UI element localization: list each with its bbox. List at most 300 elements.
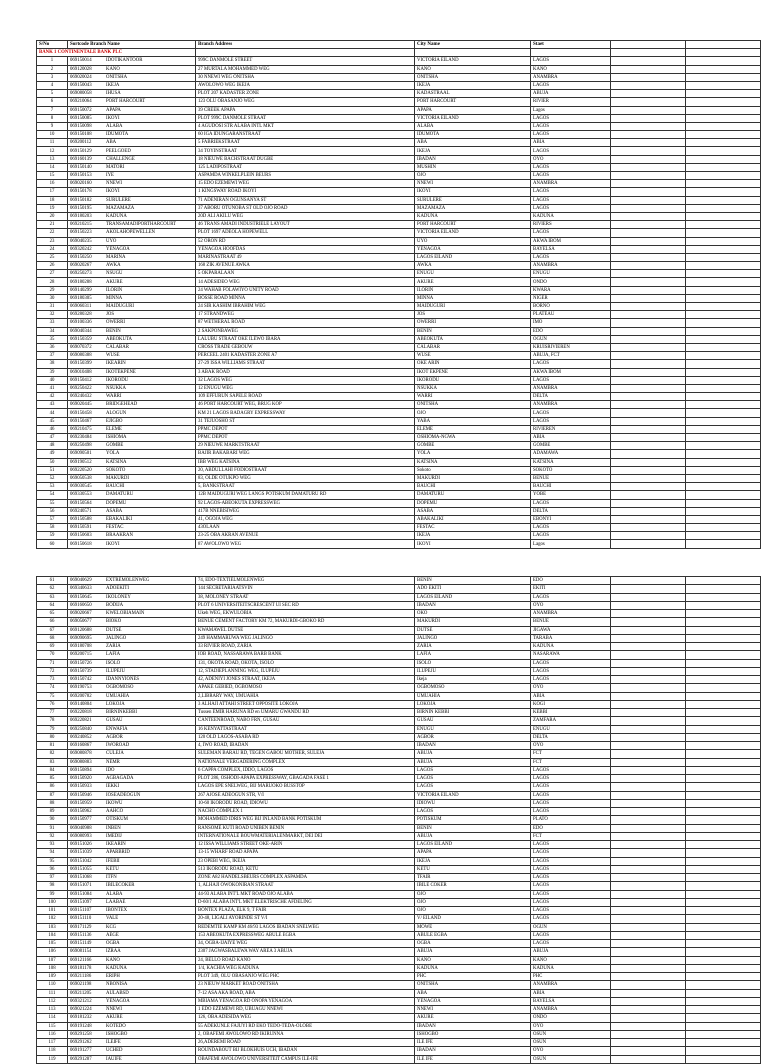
branch-name-text: EXTREMOLENWEG (106, 578, 150, 584)
address-cell: MARINASTRAAT 49 (196, 253, 415, 261)
serial-number-cell: 85 (37, 775, 68, 783)
address-cell: 5, BANKSTRAAT (196, 483, 415, 491)
table-row (37, 147, 761, 155)
state-cell: KWARA (531, 286, 611, 294)
empty-cell (686, 237, 761, 245)
branch-name-text: LAABAE (106, 899, 126, 905)
sortcode-text: 069150108 (70, 132, 92, 138)
sortcode-cell (68, 915, 196, 923)
sortcode-cell (68, 610, 196, 618)
serial-number-cell: 14 (37, 163, 68, 171)
address-cell: 87 AWOLOWO WEG (196, 540, 415, 548)
serial-number-cell: 58 (37, 524, 68, 532)
serial-number-cell: 80 (37, 733, 68, 741)
city-cell: MAKURDI (415, 618, 531, 626)
empty-cell (611, 401, 686, 409)
sortcode-text: 069120688 (70, 627, 92, 633)
empty-cell (686, 81, 761, 89)
serial-number-cell: 76 (37, 700, 68, 708)
branch-name-text: PORT HARCOURT (106, 99, 146, 105)
table-row (37, 515, 761, 523)
sortcode-cell (68, 384, 196, 392)
state-cell: RIVIER (531, 98, 611, 106)
empty-cell (686, 874, 761, 882)
state-cell: LAGOS (531, 188, 611, 196)
state-cell: LAGOS (531, 196, 611, 204)
city-cell: APAPA (415, 106, 531, 114)
state-cell: LAGOS (531, 499, 611, 507)
serial-number-cell: 2 (37, 65, 68, 73)
sortcode-cell (68, 964, 196, 972)
address-cell: 17 STRANDWEG (196, 311, 415, 319)
empty-cell (686, 676, 761, 684)
branch-name-text: IKEJA (106, 83, 120, 89)
city-cell: YABA (415, 417, 531, 425)
serial-number-cell: 40 (37, 376, 68, 384)
empty-cell (686, 450, 761, 458)
address-cell: 24 SIR KASHIM IBRAHIM WEG (196, 303, 415, 311)
address-cell: 513 IKORODU ROAD, KETU (196, 865, 415, 873)
city-cell: WARRI (415, 393, 531, 401)
sortcode-text: 069230484 (70, 435, 92, 441)
branch-name-text: YENAGOA (106, 246, 130, 252)
branch-name-text: ILORIN (106, 287, 123, 293)
sortcode-cell (68, 458, 196, 466)
table-row (37, 417, 761, 425)
empty-cell (611, 1014, 686, 1022)
city-cell: ILUPEJU (415, 667, 531, 675)
state-cell: ENUGU (531, 725, 611, 733)
serial-number-cell: 96 (37, 865, 68, 873)
empty-cell (611, 393, 686, 401)
sortcode-cell (68, 1014, 196, 1022)
serial-number-cell: 12 (37, 147, 68, 155)
address-cell: 71 ADENIRAN OGUNSANYA ST (196, 196, 415, 204)
serial-number-cell: 19 (37, 204, 68, 212)
address-cell: 16 KENYATTASTRAAT (196, 725, 415, 733)
branch-name-text: IKORODU (106, 377, 129, 383)
empty-cell (611, 196, 686, 204)
branch-name-text: AGBAGADA (106, 776, 134, 782)
sortcode-cell (68, 841, 196, 849)
empty-cell (686, 442, 761, 450)
empty-cell (686, 532, 761, 540)
address-cell: AWOLOWO WEG IKEJA (196, 81, 415, 89)
city-cell: AKURE (415, 278, 531, 286)
city-cell: IBILE COKER (415, 882, 531, 890)
branch-table-2-body (37, 577, 761, 1064)
state-cell: PLATEAU (531, 311, 611, 319)
sortcode-text: 069320242 (70, 246, 92, 252)
city-cell: ONITSHA (415, 73, 531, 81)
address-cell: 4 AGUDOSI STR ALABA INTL MKT (196, 122, 415, 130)
branch-name-text: IKOLONEY (106, 594, 131, 600)
address-cell: BOSSE ROAD MINNA (196, 294, 415, 302)
branch-name-text: UMUAHIA (106, 693, 130, 699)
sortcode-text: 069250422 (70, 385, 92, 391)
sortcode-cell (68, 659, 196, 667)
empty-cell (611, 1022, 686, 1030)
branch-name-text: NSUKKA (106, 385, 126, 391)
branch-name-text: KANO (106, 66, 120, 72)
serial-number-cell: 70 (37, 651, 68, 659)
empty-cell (686, 898, 761, 906)
serial-number-cell: 113 (37, 1006, 68, 1014)
sortcode-cell (68, 196, 196, 204)
sortcode-text: 069150564 (70, 500, 92, 506)
sortcode-text: 069150140 (70, 164, 92, 170)
state-cell: LAGOS (531, 783, 611, 791)
branch-table-1-body (37, 57, 761, 548)
serial-number-cell: 53 (37, 483, 68, 491)
state-cell: LAGOS (531, 122, 611, 130)
branch-name-text: IKOWU (106, 800, 123, 806)
serial-number-cell: 27 (37, 270, 68, 278)
table-row (37, 393, 761, 401)
empty-cell (611, 221, 686, 229)
state-cell: LAGOS (531, 857, 611, 865)
serial-number-cell: 117 (37, 1039, 68, 1047)
empty-cell (611, 180, 686, 188)
address-cell: Tussen EMIR HARUNA RD en UMARU GWANDU RD (196, 709, 415, 717)
table-row (37, 270, 761, 278)
state-cell: LAGOS (531, 376, 611, 384)
state-cell: ANAMBRA (531, 401, 611, 409)
city-cell: PORT HARCOURT (415, 221, 531, 229)
serial-number-cell: 49 (37, 450, 68, 458)
sortcode-cell (68, 278, 196, 286)
state-cell: LAGOS (531, 841, 611, 849)
empty-cell (686, 940, 761, 948)
city-cell: DOPEMU (415, 499, 531, 507)
sortcode-cell (68, 262, 196, 270)
sortcode-cell (68, 352, 196, 360)
table-row (37, 577, 761, 585)
branch-name-text: BRIDGEHEAD (106, 402, 138, 408)
city-cell: YENAGOA (415, 245, 531, 253)
city-cell: IBADAN (415, 742, 531, 750)
empty-cell (686, 915, 761, 923)
table-row (37, 989, 761, 997)
table-row (37, 450, 761, 458)
sortcode-text: 069090501 (70, 451, 92, 457)
city-cell: KATSINA (415, 458, 531, 466)
sortcode-text: 069150962 (70, 809, 92, 815)
branch-name-text: ITFN (106, 875, 117, 881)
empty-cell (686, 155, 761, 163)
state-cell: BENUE (531, 618, 611, 626)
empty-cell (611, 507, 686, 515)
empty-cell (686, 816, 761, 824)
serial-number-cell: 89 (37, 808, 68, 816)
empty-cell (686, 1039, 761, 1047)
sortcode-text: 069151149 (70, 941, 92, 947)
table-row (37, 442, 761, 450)
table-row (37, 90, 761, 98)
empty-cell (686, 577, 761, 585)
sortcode-text: 069150977 (70, 817, 92, 823)
sortcode-cell (68, 57, 196, 65)
sortcode-text: 069340633 (70, 586, 92, 592)
state-cell: LAGOS (531, 882, 611, 890)
empty-cell (686, 65, 761, 73)
sortcode-cell (68, 73, 196, 81)
address-cell: PLOT 6 UNIVERSITEITSCRESCENT UI SEC RD (196, 601, 415, 609)
serial-number-cell: 6 (37, 98, 68, 106)
branch-name-text: APARBRID (106, 850, 130, 856)
empty-cell (686, 196, 761, 204)
empty-cell (686, 434, 761, 442)
empty-cell (686, 775, 761, 783)
serial-number-cell: 38 (37, 360, 68, 368)
sortcode-text: 069190753 (70, 685, 92, 691)
city-cell: LOKOJA (415, 700, 531, 708)
sortcode-cell (68, 775, 196, 783)
address-cell: 3 ABAK ROAD (196, 368, 415, 376)
state-cell: KOGI (531, 700, 611, 708)
serial-number-cell: 28 (37, 278, 68, 286)
serial-number-cell: 50 (37, 458, 68, 466)
branch-name-text: GOMBE (106, 443, 124, 449)
sortcode-text: 069250840 (70, 726, 92, 732)
sortcode-text: 069150412 (70, 377, 92, 383)
serial-number-cell: 115 (37, 1022, 68, 1030)
serial-number-cell: 93 (37, 841, 68, 849)
empty-cell (611, 964, 686, 972)
address-cell: 13-15 WHARF ROAD APAPA (196, 849, 415, 857)
empty-cell (686, 791, 761, 799)
sortcode-cell (68, 1022, 196, 1030)
city-cell: ABULE EGBA (415, 931, 531, 939)
branch-name-text: DUTSE (106, 627, 122, 633)
empty-cell (611, 593, 686, 601)
empty-cell (686, 601, 761, 609)
serial-number-cell: 65 (37, 610, 68, 618)
state-cell: LAGOS (531, 766, 611, 774)
sortcode-cell (68, 409, 196, 417)
address-cell: 5 OKPARALAAN (196, 270, 415, 278)
serial-number-cell: 109 (37, 973, 68, 981)
branch-name-text: ALABA (106, 123, 123, 129)
city-cell: ABA (415, 139, 531, 147)
serial-number-cell: 30 (37, 294, 68, 302)
serial-number-cell: 77 (37, 709, 68, 717)
empty-cell (686, 212, 761, 220)
empty-cell (686, 499, 761, 507)
empty-cell (686, 327, 761, 335)
sortcode-cell (68, 742, 196, 750)
address-cell: CROSS TRADE GEBOUW (196, 343, 415, 351)
empty-cell (611, 816, 686, 824)
table-row (37, 474, 761, 482)
state-cell: BENUE (531, 474, 611, 482)
branch-name-text: KANO (106, 957, 120, 963)
table-row (37, 73, 761, 81)
empty-cell (686, 667, 761, 675)
table-row (37, 956, 761, 964)
address-cell: 46 PORT HARCOURT WEG, BRUG KOP (196, 401, 415, 409)
sortcode-cell (68, 163, 196, 171)
table-row (37, 1055, 761, 1063)
sortcode-text: 069150946 (70, 792, 92, 798)
table-row (37, 618, 761, 626)
city-cell: IBADAN (415, 601, 531, 609)
table-row (37, 667, 761, 675)
empty-cell (611, 384, 686, 392)
sortcode-text: 069291262 (70, 1040, 92, 1046)
table-row (37, 122, 761, 130)
city-cell: ISOLO (415, 659, 531, 667)
serial-number-cell: 47 (37, 434, 68, 442)
state-cell: EDO (531, 327, 611, 335)
sortcode-cell (68, 593, 196, 601)
empty-cell (686, 964, 761, 972)
serial-number-cell: 62 (37, 585, 68, 593)
empty-cell (611, 483, 686, 491)
empty-cell (686, 742, 761, 750)
sortcode-text: 069280328 (70, 312, 92, 318)
sortcode-text: 069080388 (70, 353, 92, 359)
branch-name-text: YENAGOA (106, 998, 130, 1004)
city-cell: POTISKUM (415, 816, 531, 824)
empty-cell (611, 915, 686, 923)
city-cell: BENIN (415, 327, 531, 335)
address-cell: 12 ENUGU WEG (196, 384, 415, 392)
empty-cell (686, 384, 761, 392)
address-cell: 267 AJOSE ADEOGUN STR, V/I (196, 791, 415, 799)
state-cell: OGUN (531, 923, 611, 931)
sortcode-text: 069081154 (70, 949, 92, 955)
address-cell: YENAGOA HOOFDAS (196, 245, 415, 253)
state-cell: LAGOS (531, 163, 611, 171)
branch-name-text: IDO (106, 767, 115, 773)
empty-cell (611, 458, 686, 466)
table-row (37, 81, 761, 89)
branch-name-text: NNEWI (106, 1007, 122, 1013)
sortcode-text: 069150043 (70, 83, 92, 89)
empty-cell (686, 725, 761, 733)
sortcode-cell (68, 327, 196, 335)
table-row (37, 791, 761, 799)
empty-cell (686, 651, 761, 659)
state-cell: Lagos (531, 106, 611, 114)
city-cell: IKOYI (415, 540, 531, 548)
empty-cell (611, 651, 686, 659)
table-row (37, 106, 761, 114)
branch-list-page-2 (36, 576, 760, 1064)
branch-name-text: NNEWI (106, 181, 122, 187)
city-cell: OKO (415, 610, 531, 618)
sortcode-cell (68, 981, 196, 989)
sortcode-text: 069151039 (70, 850, 92, 856)
table-row (37, 524, 761, 532)
serial-number-cell: 48 (37, 442, 68, 450)
address-cell: 4, IWO ROAD, IBADAN (196, 742, 415, 750)
table-row (37, 700, 761, 708)
sortcode-text: 069210475 (70, 426, 92, 432)
sortcode-cell (68, 1047, 196, 1055)
sortcode-text: 069020445 (70, 402, 92, 408)
sortcode-cell (68, 997, 196, 1005)
branch-name-text: MAIDUGURI (106, 304, 134, 310)
serial-number-cell: 51 (37, 466, 68, 474)
empty-cell (611, 634, 686, 642)
city-cell: IKEJA (415, 81, 531, 89)
address-cell: OBAFEMI AWOLOWO UNIVERSITEIT CAMPUS ILE-IFE (196, 1055, 415, 1063)
sortcode-cell (68, 360, 196, 368)
empty-cell (686, 700, 761, 708)
table-row (37, 1014, 761, 1022)
header-empty-1 (611, 41, 686, 49)
serial-number-cell: 92 (37, 832, 68, 840)
sortcode-text: 069151107 (70, 908, 92, 914)
empty-cell (686, 692, 761, 700)
city-cell: KADASTRAAL (415, 90, 531, 98)
address-cell: RANSOME KUTI ROAD UNIBEN BENIN (196, 824, 415, 832)
serial-number-cell: 33 (37, 319, 68, 327)
sortcode-text: 069150250 (70, 254, 92, 260)
serial-number-cell: 88 (37, 799, 68, 807)
table-row (37, 775, 761, 783)
branch-name-text: AKURE (106, 1015, 123, 1021)
sortcode-cell (68, 212, 196, 220)
city-cell: ABAKALIKI (415, 515, 531, 523)
table-row (37, 229, 761, 237)
empty-cell (611, 499, 686, 507)
sortcode-cell (68, 253, 196, 261)
empty-cell (611, 466, 686, 474)
address-cell: 1, ALHAJI OWOKONIRAN STRAAT (196, 882, 415, 890)
sortcode-cell (68, 882, 196, 890)
address-cell: 14 ADESIDEO WEG (196, 278, 415, 286)
city-cell: LAGOS (415, 783, 531, 791)
empty-cell (611, 808, 686, 816)
address-cell: 60 IGA IDUNGARANSTRAAT (196, 131, 415, 139)
branch-name-text: ILUPEJU (106, 668, 125, 674)
state-cell: BAYELSA (531, 245, 611, 253)
sortcode-cell (68, 1055, 196, 1063)
address-cell: INTERNATIONALE BOUWMATERIALENMARKT, DEI DEI (196, 832, 415, 840)
empty-cell (686, 618, 761, 626)
city-cell: IKEJA (415, 532, 531, 540)
serial-number-cell: 24 (37, 245, 68, 253)
empty-cell (686, 1022, 761, 1030)
address-cell: 23 OPEBI WEG, IKEJA (196, 857, 415, 865)
empty-cell (611, 618, 686, 626)
empty-cell (611, 824, 686, 832)
branch-name-text: IKOYI (106, 115, 120, 121)
empty-cell (686, 931, 761, 939)
empty-cell (611, 700, 686, 708)
branch-name-text: LOKOJA (106, 701, 125, 707)
state-cell: SOKOTO (531, 466, 611, 474)
table-row (37, 253, 761, 261)
branch-name-text: BAUCHI (106, 484, 125, 490)
serial-number-cell: 23 (37, 237, 68, 245)
table-row (37, 434, 761, 442)
empty-cell (611, 417, 686, 425)
branch-name-text: ABA (106, 140, 117, 146)
empty-cell (686, 1014, 761, 1022)
city-cell: YOLA (415, 450, 531, 458)
city-cell: TFAIR (415, 874, 531, 882)
city-cell: GOMBE (415, 442, 531, 450)
empty-cell (686, 634, 761, 642)
address-cell: LALUBU STRAAT OKE ILEWO IBARA (196, 335, 415, 343)
sortcode-text: 069070372 (70, 345, 92, 351)
empty-cell (686, 409, 761, 417)
branch-name-text: IFEBII (106, 858, 120, 864)
